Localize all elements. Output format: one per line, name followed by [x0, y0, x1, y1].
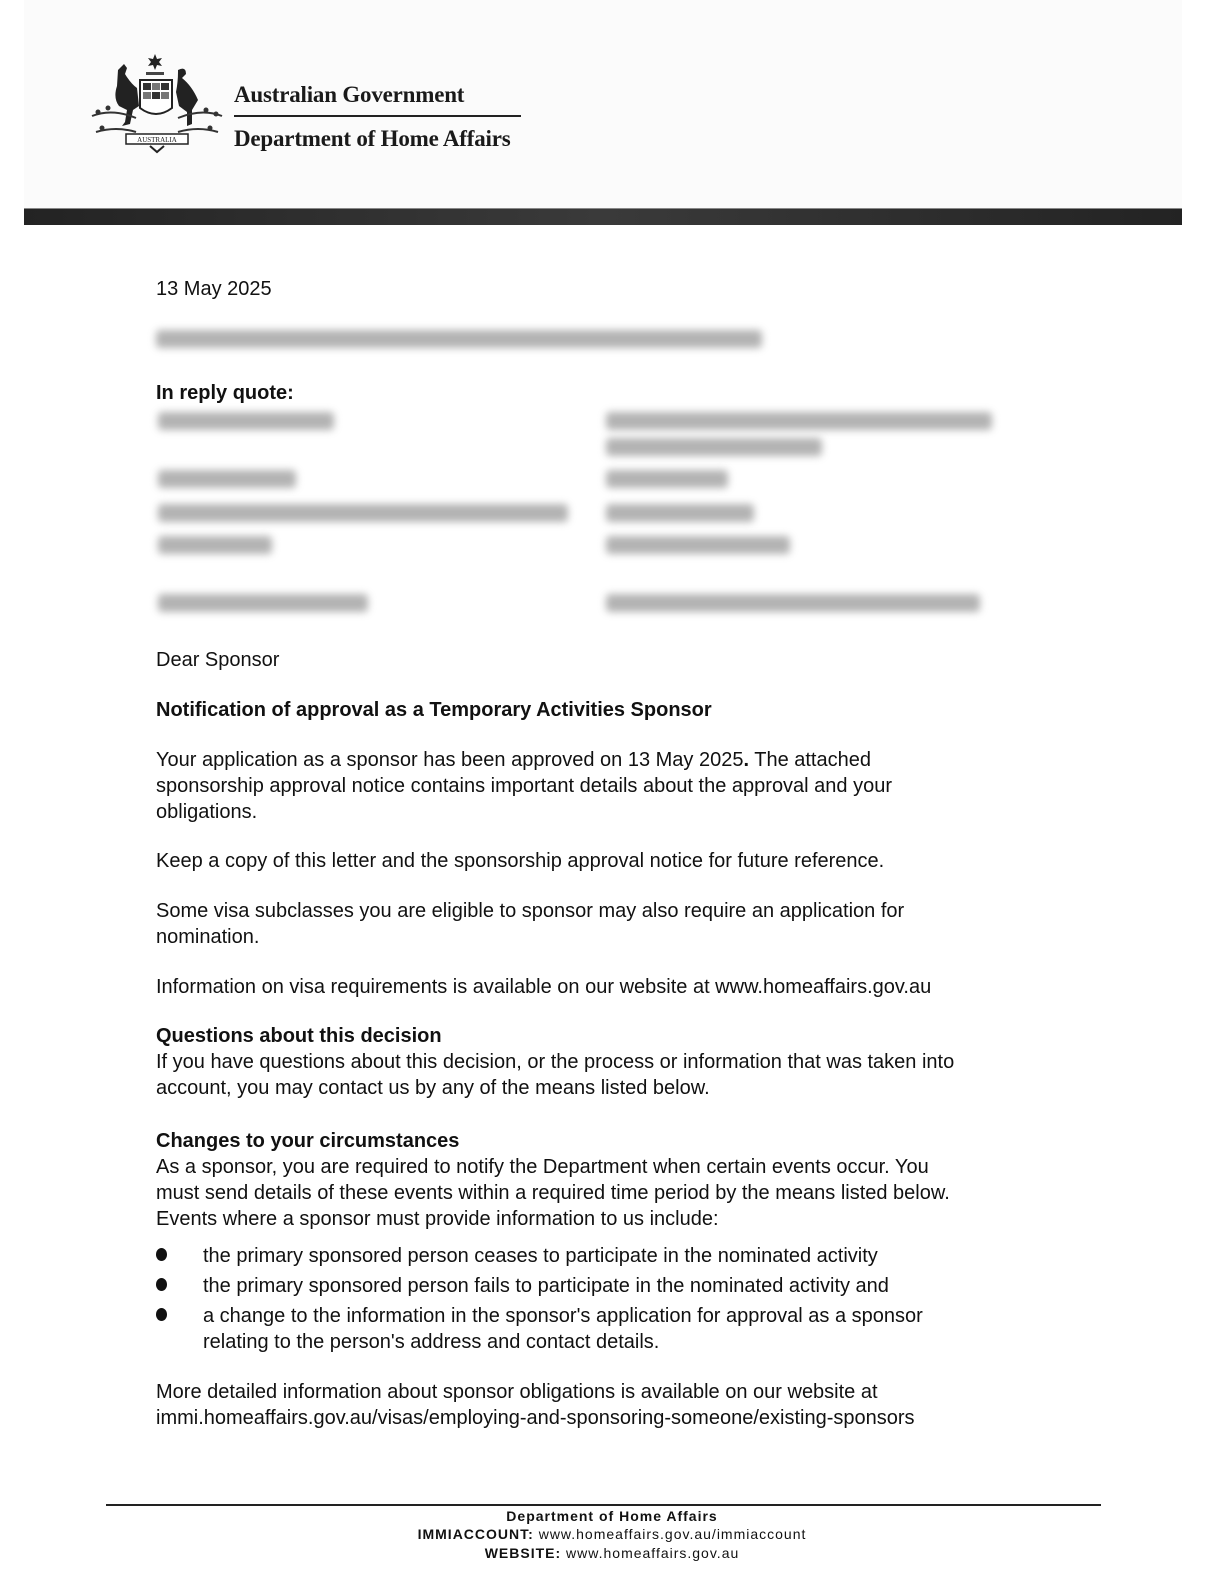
paragraph-visa-info: Information on visa requirements is available on our website at www.homeaffairs.gov.au [156, 976, 932, 998]
redacted-label [158, 536, 272, 554]
changes-line1: As a sponsor, you are required to notify the Department when certain events occur. You [156, 1156, 929, 1178]
list-item: the primary sponsored person fails to participate in the nominated activity and [203, 1275, 889, 1297]
bullet-icon [156, 1308, 167, 1321]
list-item: the primary sponsored person ceases to participate in the nominated activity [203, 1245, 878, 1267]
questions-line1: If you have questions about this decision, or the process or information that was taken into [156, 1051, 955, 1073]
changes-line2: must send details of these events within a required time period by the means listed below. [156, 1182, 950, 1204]
redacted-value [606, 536, 790, 554]
approval-period: . [743, 749, 750, 771]
paragraph-nomination-line2: nomination. [156, 926, 260, 948]
list-item: a change to the information in the sponsor's application for approval as a sponsor [203, 1305, 923, 1327]
redacted-label [158, 470, 296, 488]
redacted-label [158, 594, 368, 612]
website-label: WEBSITE: [484, 1545, 562, 1561]
coat-of-arms-logo [88, 52, 226, 154]
footer-department: Department of Home Affairs [506, 1508, 718, 1524]
paragraph-approval-line1 [156, 747, 871, 773]
bullet-icon [156, 1278, 167, 1291]
letter-subject: Notification of approval as a Temporary Activities Sponsor [156, 699, 712, 721]
paragraph-keep-copy: Keep a copy of this letter and the sponsorship approval notice for future reference. [156, 850, 885, 872]
redacted-value [606, 594, 980, 612]
footer-immiaccount [0, 1525, 1224, 1543]
immiaccount-label: IMMIACCOUNT: [417, 1526, 534, 1542]
questions-line2: account, you may contact us by any of the means listed below. [156, 1077, 710, 1099]
closing-line2-url[interactable]: immi.homeaffairs.gov.au/visas/employing-and-sponsoring-someone/existing-sponsors [156, 1407, 915, 1429]
department-name: Department of Home Affairs [234, 126, 511, 151]
closing-line1: More detailed information about sponsor obligations is available on our website at [156, 1381, 878, 1403]
redacted-value [606, 412, 992, 430]
paragraph-approval-line3: obligations. [156, 801, 258, 823]
redacted-value [606, 504, 754, 522]
changes-heading: Changes to your circumstances [156, 1130, 460, 1152]
immiaccount-url[interactable]: www.homeaffairs.gov.au/immiaccount [533, 1526, 807, 1542]
paragraph-approval-line2: sponsorship approval notice contains important details about the approval and your [156, 775, 893, 797]
government-name: Australian Government [234, 82, 465, 107]
website-url[interactable]: www.homeaffairs.gov.au [561, 1545, 740, 1561]
redacted-value [606, 438, 822, 456]
redacted-label [158, 504, 568, 522]
letterhead-divider [234, 115, 521, 117]
redacted-recipient [156, 330, 762, 348]
letterhead [24, 0, 1182, 210]
footer-website [0, 1544, 1224, 1562]
redacted-label [158, 412, 334, 430]
bullet-icon [156, 1248, 167, 1261]
questions-heading: Questions about this decision [156, 1025, 442, 1047]
header-bar [24, 208, 1182, 225]
salutation: Dear Sponsor [156, 649, 280, 671]
redacted-value [606, 470, 728, 488]
list-item-continuation: relating to the person's address and contact details. [203, 1331, 660, 1353]
paragraph-nomination-line1: Some visa subclasses you are eligible to sponsor may also require an application for [156, 900, 905, 922]
approval-text-cont: The attached [749, 749, 871, 771]
reply-quote-heading: In reply quote: [156, 382, 294, 404]
approval-text: Your application as a sponsor has been approved on 13 May 2025 [156, 749, 744, 771]
crest-scroll-text: AUSTRALIA [137, 136, 177, 144]
changes-line3: Events where a sponsor must provide information to us include: [156, 1208, 719, 1230]
letter-date: 13 May 2025 [156, 278, 272, 300]
footer-divider [106, 1504, 1101, 1506]
